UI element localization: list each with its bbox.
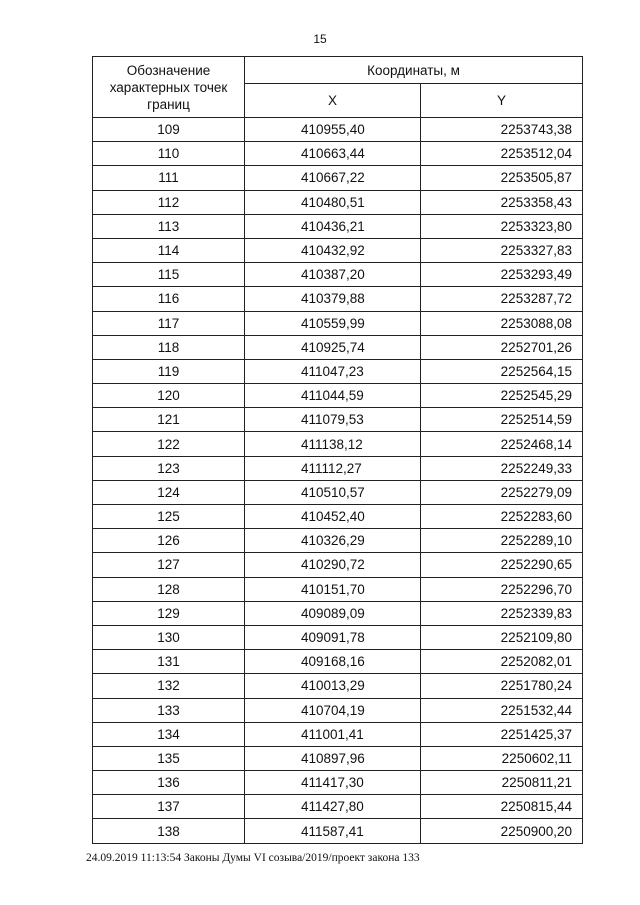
point-number-cell: 138 (93, 819, 245, 843)
table-row (93, 601, 583, 625)
point-number-cell: 130 (93, 625, 245, 649)
table-row (93, 553, 583, 577)
table-row (93, 505, 583, 529)
point-number-cell: 117 (93, 311, 245, 335)
point-number-cell: 116 (93, 287, 245, 311)
point-number-cell: 110 (93, 142, 245, 166)
point-number-cell: 135 (93, 746, 245, 770)
x-coordinate-cell: 411044,59 (245, 384, 421, 408)
y-coordinate-cell: 2253512,04 (421, 142, 583, 166)
x-coordinate-cell: 410452,40 (245, 505, 421, 529)
y-coordinate-cell: 2253743,38 (421, 118, 583, 142)
x-coordinate-cell: 410510,57 (245, 480, 421, 504)
document-footer: 24.09.2019 11:13:54 Законы Думы VI созыва/2019/проект закона 133 (86, 852, 420, 864)
y-coordinate-cell: 2250602,11 (421, 746, 583, 770)
table-row (93, 263, 583, 287)
point-number-cell: 119 (93, 359, 245, 383)
y-coordinate-cell: 2251780,24 (421, 674, 583, 698)
table-row (93, 311, 583, 335)
x-coordinate-cell: 409091,78 (245, 625, 421, 649)
table-row (93, 795, 583, 819)
table-row (93, 142, 583, 166)
table-row (93, 287, 583, 311)
header-designation: Обозначение характерных точек границ (93, 57, 245, 118)
table-row (93, 819, 583, 843)
x-coordinate-cell: 411079,53 (245, 408, 421, 432)
point-number-cell: 118 (93, 335, 245, 359)
y-coordinate-cell: 2252249,33 (421, 456, 583, 480)
table-row (93, 166, 583, 190)
point-number-cell: 127 (93, 553, 245, 577)
table-row (93, 722, 583, 746)
x-coordinate-cell: 411001,41 (245, 722, 421, 746)
y-coordinate-cell: 2252109,80 (421, 625, 583, 649)
x-coordinate-cell: 410432,92 (245, 238, 421, 262)
table-row (93, 577, 583, 601)
table-row (93, 674, 583, 698)
x-coordinate-cell: 410151,70 (245, 577, 421, 601)
y-coordinate-cell: 2252564,15 (421, 359, 583, 383)
x-coordinate-cell: 410290,72 (245, 553, 421, 577)
point-number-cell: 132 (93, 674, 245, 698)
y-coordinate-cell: 2252545,29 (421, 384, 583, 408)
point-number-cell: 112 (93, 190, 245, 214)
page-number: 15 (313, 32, 327, 46)
x-coordinate-cell: 410663,44 (245, 142, 421, 166)
x-coordinate-cell: 409089,09 (245, 601, 421, 625)
point-number-cell: 124 (93, 480, 245, 504)
table-row (93, 335, 583, 359)
y-coordinate-cell: 2252701,26 (421, 335, 583, 359)
y-coordinate-cell: 2252283,60 (421, 505, 583, 529)
table-row (93, 456, 583, 480)
point-number-cell: 136 (93, 771, 245, 795)
x-coordinate-cell: 410436,21 (245, 214, 421, 238)
y-coordinate-cell: 2253358,43 (421, 190, 583, 214)
x-coordinate-cell: 410704,19 (245, 698, 421, 722)
point-number-cell: 111 (93, 166, 245, 190)
y-coordinate-cell: 2252514,59 (421, 408, 583, 432)
point-number-cell: 114 (93, 238, 245, 262)
table-row (93, 432, 583, 456)
x-coordinate-cell: 410955,40 (245, 118, 421, 142)
coordinates-table (92, 56, 583, 844)
y-coordinate-cell: 2252339,83 (421, 601, 583, 625)
y-coordinate-cell: 2253287,72 (421, 287, 583, 311)
x-coordinate-cell: 411417,30 (245, 771, 421, 795)
y-coordinate-cell: 2252296,70 (421, 577, 583, 601)
table-row (93, 625, 583, 649)
y-coordinate-cell: 2252290,65 (421, 553, 583, 577)
y-coordinate-cell: 2250815,44 (421, 795, 583, 819)
y-coordinate-cell: 2250900,20 (421, 819, 583, 843)
point-number-cell: 125 (93, 505, 245, 529)
x-coordinate-cell: 410326,29 (245, 529, 421, 553)
table-row (93, 480, 583, 504)
table-row (93, 118, 583, 142)
x-coordinate-cell: 411047,23 (245, 359, 421, 383)
y-coordinate-cell: 2253505,87 (421, 166, 583, 190)
point-number-cell: 115 (93, 263, 245, 287)
point-number-cell: 137 (93, 795, 245, 819)
y-coordinate-cell: 2252289,10 (421, 529, 583, 553)
point-number-cell: 128 (93, 577, 245, 601)
table-row (93, 529, 583, 553)
point-number-cell: 109 (93, 118, 245, 142)
x-coordinate-cell: 410559,99 (245, 311, 421, 335)
table-row (93, 746, 583, 770)
x-coordinate-cell: 410013,29 (245, 674, 421, 698)
table-row (93, 238, 583, 262)
y-coordinate-cell: 2253327,83 (421, 238, 583, 262)
x-coordinate-cell: 410897,96 (245, 746, 421, 770)
x-coordinate-cell: 409168,16 (245, 650, 421, 674)
y-coordinate-cell: 2252279,09 (421, 480, 583, 504)
point-number-cell: 129 (93, 601, 245, 625)
point-number-cell: 123 (93, 456, 245, 480)
point-number-cell: 126 (93, 529, 245, 553)
table-row (93, 408, 583, 432)
table-row (93, 214, 583, 238)
header-y: Y (421, 84, 583, 118)
table-row (93, 650, 583, 674)
table-row (93, 359, 583, 383)
y-coordinate-cell: 2253293,49 (421, 263, 583, 287)
x-coordinate-cell: 410387,20 (245, 263, 421, 287)
y-coordinate-cell: 2252082,01 (421, 650, 583, 674)
table-row (93, 384, 583, 408)
table-row (93, 190, 583, 214)
header-x: X (245, 84, 421, 118)
point-number-cell: 131 (93, 650, 245, 674)
y-coordinate-cell: 2253323,80 (421, 214, 583, 238)
point-number-cell: 113 (93, 214, 245, 238)
y-coordinate-cell: 2250811,21 (421, 771, 583, 795)
x-coordinate-cell: 411427,80 (245, 795, 421, 819)
table-row (93, 771, 583, 795)
x-coordinate-cell: 410480,51 (245, 190, 421, 214)
x-coordinate-cell: 410925,74 (245, 335, 421, 359)
point-number-cell: 121 (93, 408, 245, 432)
point-number-cell: 133 (93, 698, 245, 722)
y-coordinate-cell: 2251532,44 (421, 698, 583, 722)
table-header (93, 57, 583, 118)
x-coordinate-cell: 411112,27 (245, 456, 421, 480)
y-coordinate-cell: 2252468,14 (421, 432, 583, 456)
x-coordinate-cell: 411587,41 (245, 819, 421, 843)
point-number-cell: 122 (93, 432, 245, 456)
x-coordinate-cell: 410667,22 (245, 166, 421, 190)
y-coordinate-cell: 2253088,08 (421, 311, 583, 335)
y-coordinate-cell: 2251425,37 (421, 722, 583, 746)
point-number-cell: 134 (93, 722, 245, 746)
x-coordinate-cell: 411138,12 (245, 432, 421, 456)
table-row (93, 698, 583, 722)
point-number-cell: 120 (93, 384, 245, 408)
x-coordinate-cell: 410379,88 (245, 287, 421, 311)
table-body (93, 118, 583, 844)
header-coordinates: Координаты, м (245, 57, 583, 84)
